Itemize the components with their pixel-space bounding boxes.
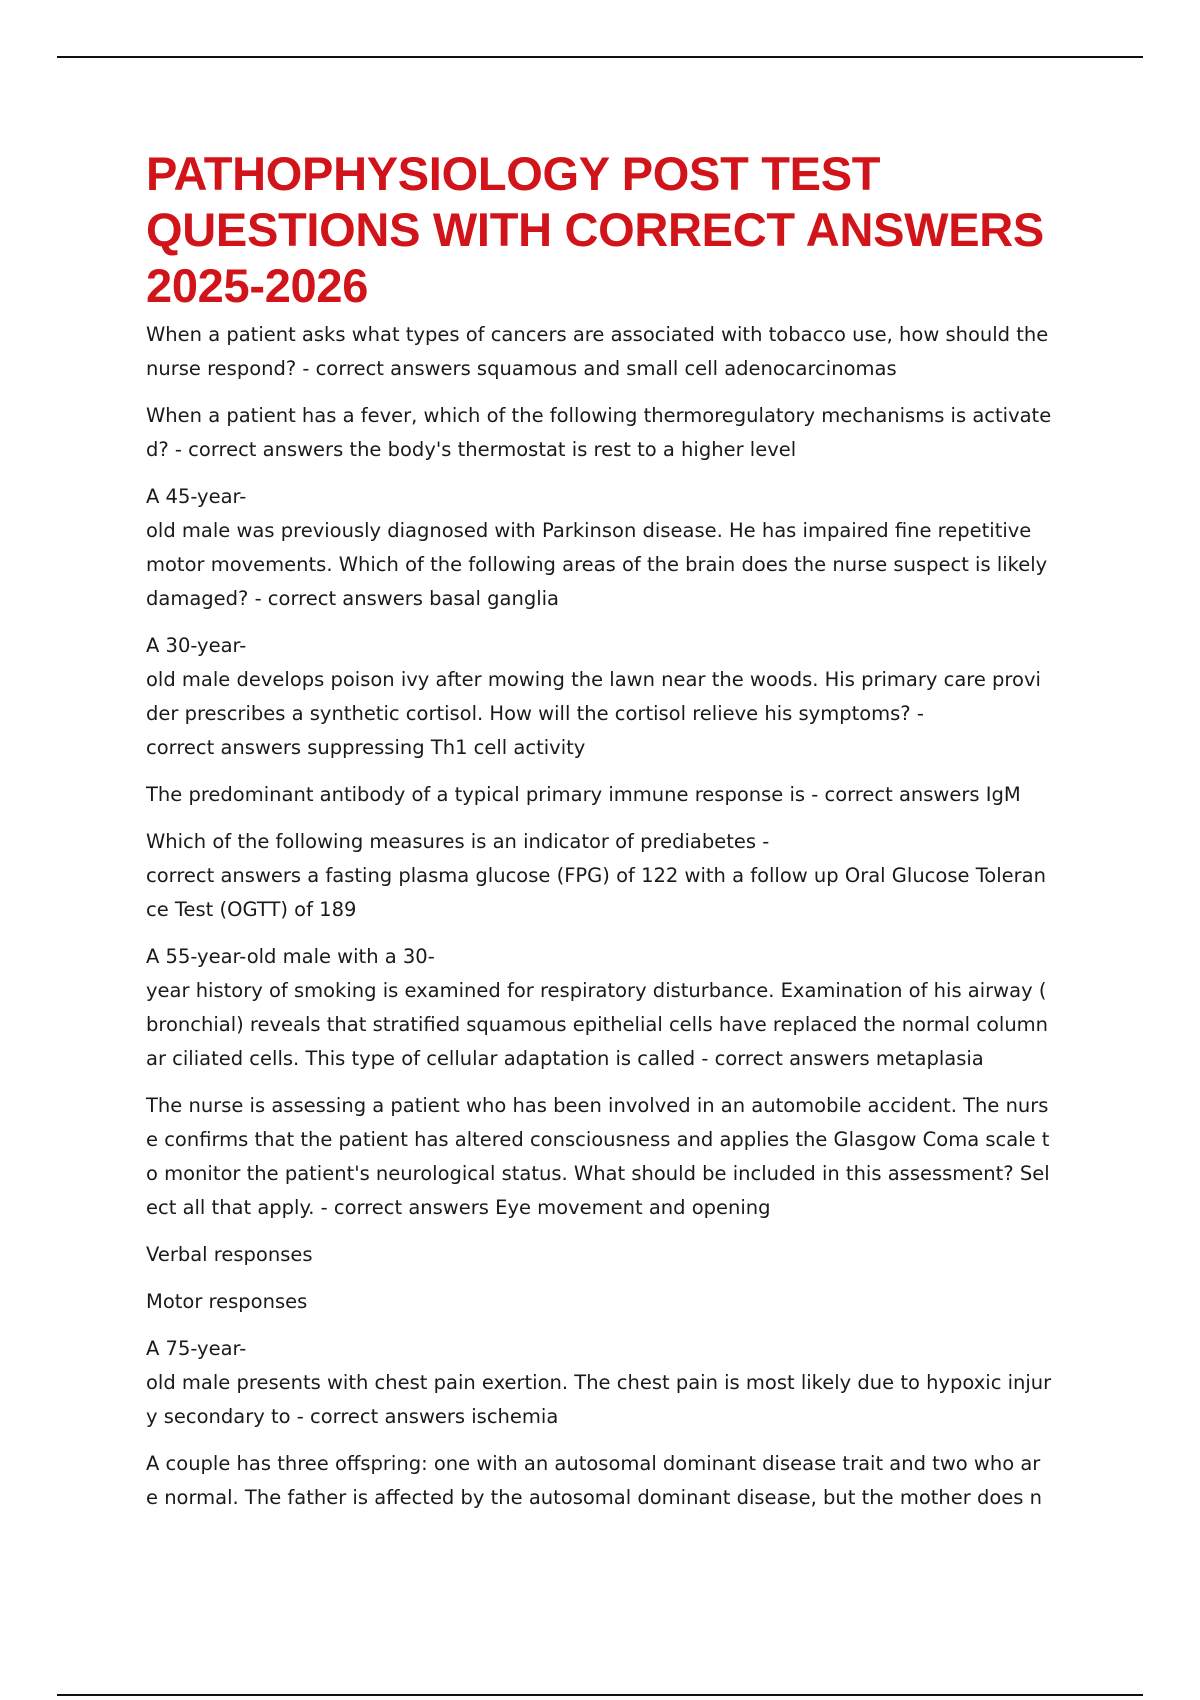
question-paragraph: A 75-year- old male presents with chest pain exertion. The chest pain is most likely due to hypoxic injur y secondary to - correct answers ischemia — [146, 1337, 1052, 1428]
question-paragraph: A couple has three offspring: one with an autosomal dominant disease trait and two who ar e normal. The father is affected by the autosomal dominant disease, but the mother does n — [146, 1452, 1043, 1509]
footer-rule — [57, 1694, 1143, 1696]
question-paragraph: Which of the following measures is an indicator of prediabetes - correct answers a fasting plasma glucose (FPG) of 122 with a follow up Oral Glucose Toleran ce Test (OGTT) of 189 — [146, 830, 1046, 921]
document-title: PATHOPHYSIOLOGY POST TEST QUESTIONS WITH CORRECT ANSWERS 2025-2026 — [146, 147, 1044, 312]
question-paragraph: The nurse is assessing a patient who has been involved in an automobile accident. The nurs e confirms that the patient has altered consciousness and applies the Glasgow Coma scale t o monitor the patient's neurological status. What should be included in this assessment? Sel ect all that apply. - correct answers Eye movement and opening — [146, 1094, 1050, 1219]
answer-line: Motor responses — [146, 1290, 308, 1313]
question-paragraph: A 55-year-old male with a 30- year history of smoking is examined for respiratory disturbance. Examination of his airway ( bronchial) reveals that stratified squamous epithelial cells have replaced the normal column ar ciliated cells. This type of cellular adaptation is called - correct answers metaplasia — [146, 945, 1049, 1070]
answer-line: Verbal responses — [146, 1243, 313, 1266]
question-paragraph: A 30-year- old male develops poison ivy after mowing the lawn near the woods. His primary care provi der prescribes a synthetic cortisol. How will the cortisol relieve his symptoms? - correct answers suppressing Th1 cell activity — [146, 634, 1041, 759]
document-content — [146, 146, 1066, 1528]
header-rule — [57, 56, 1143, 58]
question-paragraph: The predominant antibody of a typical primary immune response is - correct answers IgM — [146, 783, 1021, 806]
question-paragraph: A 45-year- old male was previously diagnosed with Parkinson disease. He has impaired fine repetitive motor movements. Which of the following areas of the brain does the nurse suspect is likely damaged? - correct answers basal ganglia — [146, 485, 1048, 610]
question-paragraph: When a patient asks what types of cancers are associated with tobacco use, how should the nurse respond? - correct answers squamous and small cell adenocarcinomas — [146, 323, 1049, 380]
question-paragraph: When a patient has a fever, which of the following thermoregulatory mechanisms is activate d? - correct answers the body's thermostat is rest to a higher level — [146, 404, 1052, 461]
